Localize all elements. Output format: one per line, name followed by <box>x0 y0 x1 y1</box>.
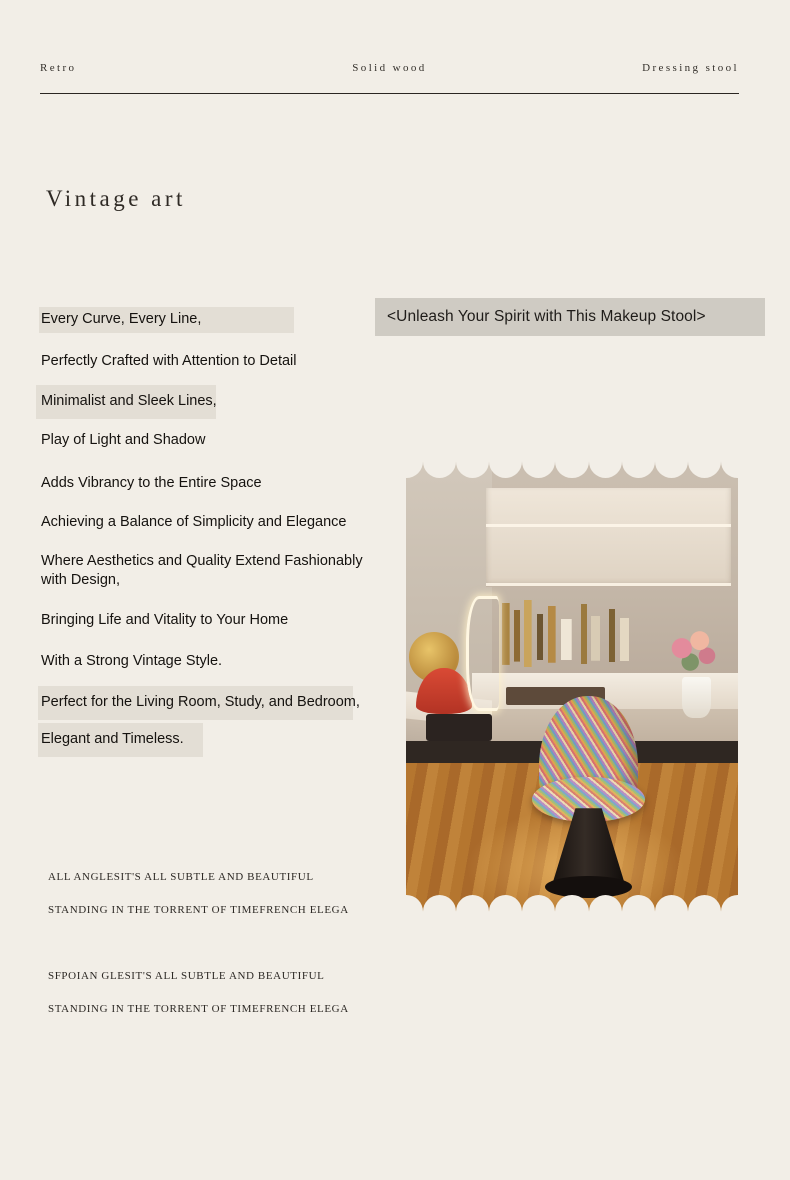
nav-item-dressing-stool[interactable]: Dressing stool <box>642 62 739 74</box>
footnote-line: SFPOIAN GLESIT'S ALL SUBTLE AND BEAUTIFUL <box>48 970 325 982</box>
footnote-line: ALL ANGLESIT'S ALL SUBTLE AND BEAUTIFUL <box>48 871 314 883</box>
list-item <box>38 308 368 331</box>
shelf-niche <box>486 488 732 587</box>
feature-text: With a Strong Vintage Style. <box>41 653 223 669</box>
list-item <box>38 691 368 714</box>
feature-text: Achieving a Balance of Simplicity and Elegance <box>41 514 347 530</box>
feature-text: Play of Light and Shadow <box>41 432 206 448</box>
list-item <box>38 350 368 373</box>
footnote-line: STANDING IN THE TORRENT OF TIMEFRENCH ELEGA <box>48 1003 349 1015</box>
feature-text: Elegant and Timeless. <box>41 731 184 747</box>
shelf-line <box>486 583 732 586</box>
vase <box>682 677 712 718</box>
product-photo-image <box>406 461 738 912</box>
dark-box <box>426 714 492 741</box>
list-item <box>38 472 368 495</box>
product-photo <box>406 461 738 912</box>
cosmetic-bottles <box>499 596 652 682</box>
list-item <box>38 511 368 534</box>
room-scene-illustration <box>406 461 738 912</box>
footnotes-primary <box>48 871 368 937</box>
list-item <box>38 609 368 632</box>
list-item <box>38 429 368 452</box>
feature-text: Perfectly Crafted with Attention to Detail <box>41 353 297 369</box>
feature-text: Adds Vibrancy to the Entire Space <box>41 475 262 491</box>
page-title: Vintage art <box>46 186 186 211</box>
nav-item-retro[interactable]: Retro <box>40 62 77 74</box>
neon-light-strip <box>466 596 499 710</box>
feature-banner <box>375 298 765 336</box>
feature-banner-text: <Unleash Your Spirit with This Makeup Stool> <box>387 308 706 325</box>
list-item <box>38 550 368 592</box>
list-item <box>38 728 368 751</box>
nav-item-solid-wood[interactable]: Solid wood <box>352 62 427 74</box>
feature-list <box>38 308 368 761</box>
feature-text: Bringing Life and Vitality to Your Home <box>41 612 289 628</box>
footnote-line: STANDING IN THE TORRENT OF TIMEFRENCH ELEGA <box>48 904 349 916</box>
shelf-line <box>486 524 732 527</box>
list-item <box>38 390 368 413</box>
feature-text: Where Aesthetics and Quality Extend Fashionably with Design, <box>41 553 363 588</box>
list-item <box>38 650 368 673</box>
feature-text: Perfect for the Living Room, Study, and Bedroom, <box>41 694 360 710</box>
footnotes-secondary <box>48 970 368 1036</box>
top-nav <box>40 62 739 94</box>
feature-text: Every Curve, Every Line, <box>41 311 202 327</box>
feature-text: Minimalist and Sleek Lines, <box>41 393 217 409</box>
